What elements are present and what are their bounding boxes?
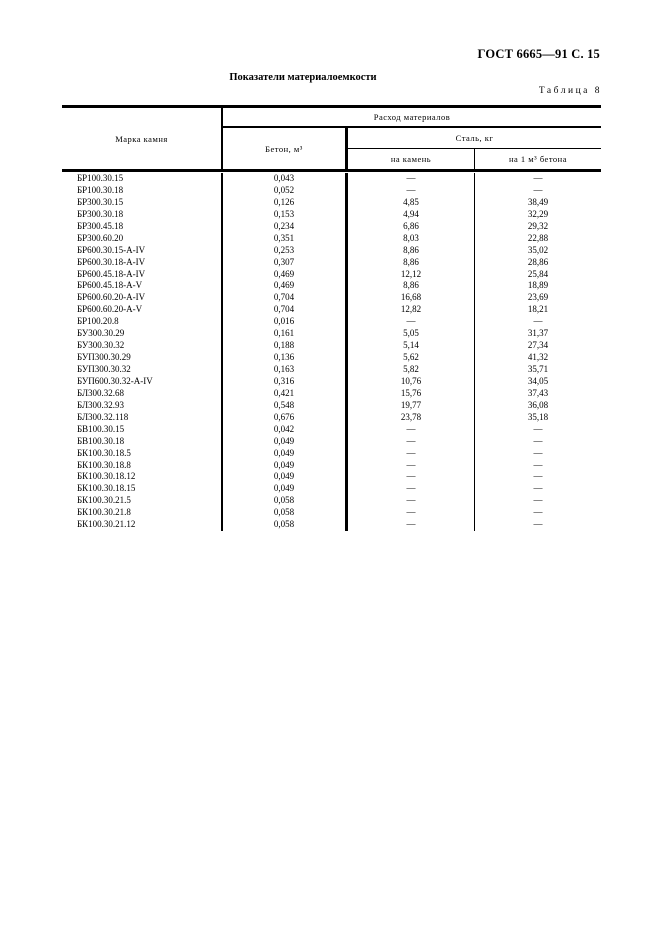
table-row — [62, 209, 601, 221]
steel-per-stone-cell: 5,14 — [348, 340, 475, 352]
header-concrete: Бетон, м³ — [223, 128, 348, 169]
table-row — [62, 257, 601, 269]
header-steel-per-m3: на 1 м³ бетона — [508, 154, 568, 164]
steel-per-m3-cell: 23,69 — [527, 292, 549, 303]
concrete-cell: 0,161 — [223, 328, 348, 340]
table-header — [62, 105, 601, 172]
concrete-cell: 0,469 — [223, 280, 348, 292]
concrete-cell: 0,548 — [223, 400, 348, 412]
concrete-cell: 0,351 — [223, 233, 348, 245]
table-row — [62, 483, 601, 495]
mark-cell: БР600.60.20-А-IV — [62, 292, 223, 304]
steel-per-m3-cell: 18,21 — [527, 304, 549, 315]
steel-per-m3-cell: 29,32 — [527, 220, 549, 231]
steel-per-stone-cell: 5,05 — [348, 328, 475, 340]
mark-cell: БР600.60.20-А-V — [62, 304, 223, 316]
concrete-cell: 0,043 — [223, 173, 348, 185]
steel-per-stone-cell: 4,85 — [348, 197, 475, 209]
steel-per-stone-cell: 5,82 — [348, 364, 475, 376]
concrete-cell: 0,153 — [223, 209, 348, 221]
steel-per-stone-cell: 8,86 — [348, 257, 475, 269]
steel-per-stone-cell: 5,62 — [348, 352, 475, 364]
mark-cell: БР100.30.15 — [62, 173, 223, 185]
table-row — [62, 507, 601, 519]
table-row — [62, 173, 601, 185]
steel-per-m3-cell: — — [533, 507, 543, 518]
steel-per-m3-cell: 22,88 — [527, 232, 549, 243]
concrete-cell: 0,253 — [223, 245, 348, 257]
concrete-cell: 0,052 — [223, 185, 348, 197]
header-sub-row — [223, 128, 601, 169]
concrete-cell: 0,016 — [223, 316, 348, 328]
mark-cell: БК100.30.18.12 — [62, 471, 223, 483]
table-row — [62, 185, 601, 197]
table-row — [62, 519, 601, 531]
mark-cell: БР300.30.18 — [62, 209, 223, 221]
steel-per-m3-cell: 18,89 — [527, 280, 549, 291]
concrete-cell: 0,049 — [223, 460, 348, 472]
mark-cell: БК100.30.21.5 — [62, 495, 223, 507]
mark-cell: БК100.30.21.12 — [62, 519, 223, 531]
header-steel-group — [348, 128, 601, 169]
document-reference: ГОСТ 6665—91 С. 15 — [477, 47, 600, 61]
concrete-cell: 0,421 — [223, 388, 348, 400]
header-steel-sub-row — [348, 149, 601, 169]
concrete-cell: 0,234 — [223, 221, 348, 233]
mark-cell: БР600.30.18-А-IV — [62, 257, 223, 269]
steel-per-m3-cell: 36,08 — [527, 399, 549, 410]
mark-cell: БК100.30.18.8 — [62, 460, 223, 472]
steel-per-stone-cell: — — [348, 448, 475, 460]
mark-cell: БУП600.30.32-А-IV — [62, 376, 223, 388]
concrete-cell: 0,188 — [223, 340, 348, 352]
concrete-cell: 0,049 — [223, 471, 348, 483]
steel-per-stone-cell: 8,86 — [348, 245, 475, 257]
steel-per-m3-cell: 27,34 — [527, 340, 549, 351]
steel-per-stone-cell: 8,86 — [348, 280, 475, 292]
concrete-cell: 0,058 — [223, 507, 348, 519]
table-row — [62, 316, 601, 328]
mark-cell: БР100.20.8 — [62, 316, 223, 328]
header-steel: Сталь, кг — [348, 128, 601, 149]
concrete-cell: 0,126 — [223, 197, 348, 209]
mark-cell: БВ100.30.15 — [62, 424, 223, 436]
steel-per-stone-cell: — — [348, 436, 475, 448]
table-row — [62, 233, 601, 245]
table-row — [62, 340, 601, 352]
table-row — [62, 436, 601, 448]
steel-per-stone-cell: — — [348, 424, 475, 436]
concrete-cell: 0,136 — [223, 352, 348, 364]
concrete-cell: 0,049 — [223, 436, 348, 448]
concrete-cell: 0,058 — [223, 519, 348, 531]
steel-per-stone-cell: 6,86 — [348, 221, 475, 233]
table-row — [62, 424, 601, 436]
steel-per-m3-cell: — — [533, 435, 543, 446]
concrete-cell: 0,316 — [223, 376, 348, 388]
concrete-cell: 0,704 — [223, 304, 348, 316]
table-row — [62, 245, 601, 257]
steel-per-stone-cell: 12,12 — [348, 269, 475, 281]
mark-cell: БУП300.30.32 — [62, 364, 223, 376]
concrete-cell: 0,042 — [223, 424, 348, 436]
table-row — [62, 471, 601, 483]
table-row — [62, 495, 601, 507]
steel-per-stone-cell: — — [348, 519, 475, 531]
concrete-cell: 0,163 — [223, 364, 348, 376]
steel-per-m3-cell: — — [533, 483, 543, 494]
steel-per-stone-cell: — — [348, 173, 475, 185]
steel-per-m3-cell: — — [533, 459, 543, 470]
steel-per-stone-cell: — — [348, 483, 475, 495]
steel-per-m3-cell: — — [533, 471, 543, 482]
mark-cell: БУ300.30.32 — [62, 340, 223, 352]
steel-per-stone-cell: — — [348, 460, 475, 472]
table-row — [62, 364, 601, 376]
concrete-cell: 0,307 — [223, 257, 348, 269]
table-row — [62, 197, 601, 209]
table-row — [62, 304, 601, 316]
mark-cell: БР100.30.18 — [62, 185, 223, 197]
steel-per-m3-cell: 37,43 — [527, 387, 549, 398]
mark-cell: БЛ300.32.68 — [62, 388, 223, 400]
mark-cell: БР300.45.18 — [62, 221, 223, 233]
steel-per-m3-cell: 35,02 — [527, 244, 549, 255]
mark-cell: БР300.60.20 — [62, 233, 223, 245]
header-mark: Марка камня — [62, 108, 223, 169]
steel-per-stone-cell: 15,76 — [348, 388, 475, 400]
steel-per-m3-cell: 35,71 — [527, 364, 549, 374]
concrete-cell: 0,704 — [223, 292, 348, 304]
table-row — [62, 328, 601, 340]
header-materials-group — [223, 108, 601, 169]
steel-per-m3-cell: 34,05 — [527, 375, 549, 386]
table-body — [62, 172, 601, 531]
table-row — [62, 269, 601, 281]
mark-cell: БР600.30.15-А-IV — [62, 245, 223, 257]
mark-cell: БК100.30.18.15 — [62, 483, 223, 495]
mark-cell: БК100.30.21.8 — [62, 507, 223, 519]
concrete-cell: 0,049 — [223, 483, 348, 495]
table-caption: Таблица 8 — [538, 86, 602, 96]
materials-table — [62, 105, 601, 531]
steel-per-m3-cell: 41,32 — [527, 352, 549, 363]
steel-per-stone-cell: 16,68 — [348, 292, 475, 304]
steel-per-stone-cell: 4,94 — [348, 209, 475, 221]
table-row — [62, 376, 601, 388]
steel-per-m3-cell: — — [533, 447, 543, 458]
mark-cell: БР300.30.15 — [62, 197, 223, 209]
steel-per-m3-cell: 35,18 — [527, 411, 549, 422]
table-row — [62, 412, 601, 424]
mark-cell: БУП300.30.29 — [62, 352, 223, 364]
steel-per-m3-cell: — — [533, 519, 543, 530]
mark-cell: БЛ300.32.118 — [62, 412, 223, 424]
steel-per-m3-cell: 25,84 — [527, 268, 549, 279]
table-row — [62, 448, 601, 460]
steel-per-stone-cell: — — [348, 507, 475, 519]
table-row — [62, 460, 601, 472]
mark-cell: БУ300.30.29 — [62, 328, 223, 340]
mark-cell: БР600.45.18-А-V — [62, 280, 223, 292]
steel-per-m3-cell: — — [533, 316, 543, 327]
header-steel-per-stone: на камень — [348, 149, 475, 169]
steel-per-m3-cell: — — [533, 173, 543, 183]
steel-per-m3-cell: 38,49 — [527, 196, 549, 207]
steel-per-m3-cell: 31,37 — [527, 328, 549, 339]
steel-per-stone-cell: 19,77 — [348, 400, 475, 412]
concrete-cell: 0,049 — [223, 448, 348, 460]
mark-cell: БВ100.30.18 — [62, 436, 223, 448]
concrete-cell: 0,676 — [223, 412, 348, 424]
mark-cell: БР600.45.18-А-IV — [62, 269, 223, 281]
steel-per-m3-cell: — — [533, 495, 543, 506]
steel-per-stone-cell: — — [348, 471, 475, 483]
table-row — [62, 352, 601, 364]
steel-per-stone-cell: 23,78 — [348, 412, 475, 424]
steel-per-m3-cell: — — [533, 423, 543, 434]
steel-per-m3-cell: 32,29 — [527, 208, 549, 219]
table-row — [62, 388, 601, 400]
steel-per-stone-cell: 8,03 — [348, 233, 475, 245]
page-title: Показатели материалоемкости — [229, 72, 377, 83]
steel-per-m3-cell: — — [533, 184, 543, 195]
steel-per-stone-cell: — — [348, 316, 475, 328]
steel-per-m3-cell: 28,86 — [527, 256, 549, 267]
table-row — [62, 280, 601, 292]
table-row — [62, 221, 601, 233]
mark-cell: БЛ300.32.93 — [62, 400, 223, 412]
steel-per-stone-cell: 10,76 — [348, 376, 475, 388]
concrete-cell: 0,058 — [223, 495, 348, 507]
steel-per-stone-cell: — — [348, 495, 475, 507]
mark-cell: БК100.30.18.5 — [62, 448, 223, 460]
table-row — [62, 400, 601, 412]
table-row — [62, 292, 601, 304]
steel-per-stone-cell: 12,82 — [348, 304, 475, 316]
steel-per-stone-cell: — — [348, 185, 475, 197]
concrete-cell: 0,469 — [223, 269, 348, 281]
header-materials: Расход материалов — [223, 108, 601, 128]
